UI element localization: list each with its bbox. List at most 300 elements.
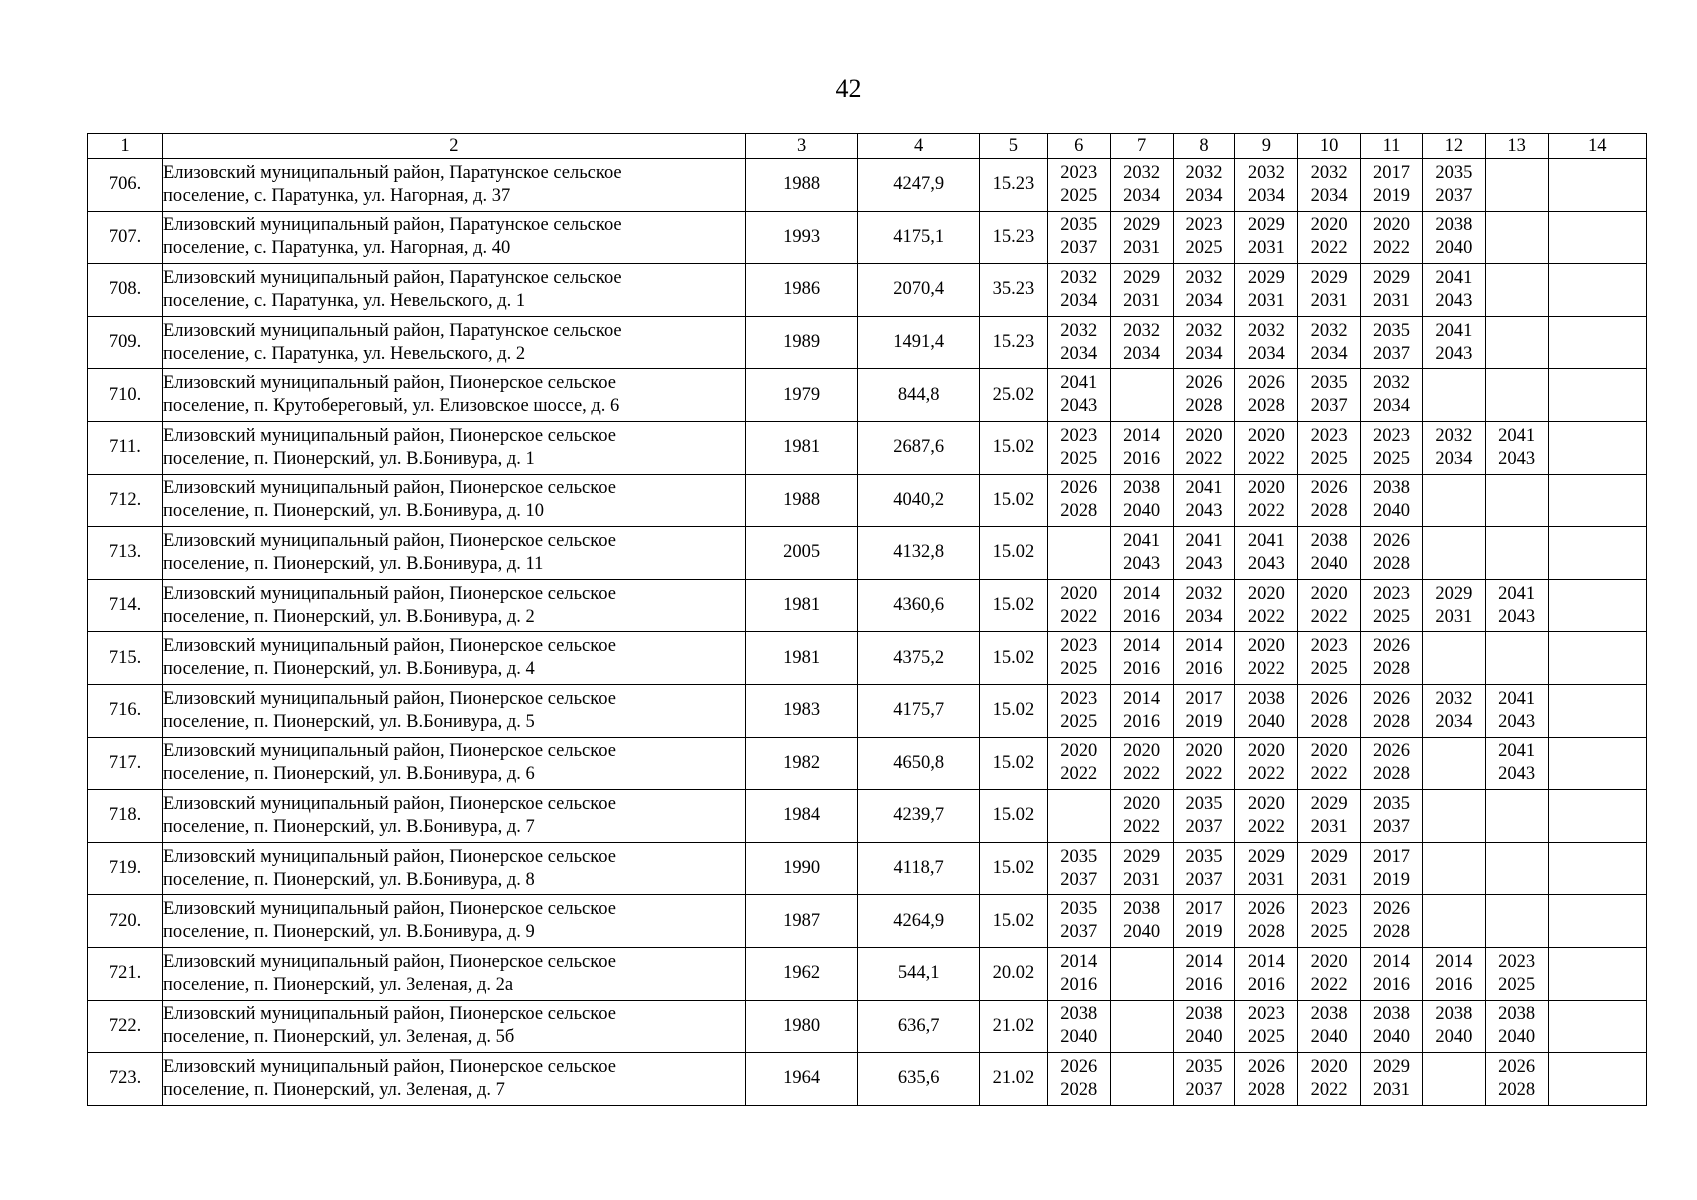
period-start-year: 2035: [1185, 1056, 1223, 1077]
row-number-cell: 720.: [88, 895, 163, 948]
period-cell-col-6: [1047, 579, 1110, 632]
row-number-cell: 715.: [88, 632, 163, 685]
period-cell-col-14: [1548, 842, 1646, 895]
period-start-year: 2023: [1185, 215, 1223, 236]
address-line: поселение, с. Паратунка, ул. Нагорная, д. 40: [163, 238, 511, 259]
period-end-year: 2019: [1372, 869, 1410, 890]
area-cell: 4360,6: [858, 579, 980, 632]
address-cell: [163, 737, 746, 790]
area-cell: 4247,9: [858, 159, 980, 212]
period-end-year: 2025: [1247, 1027, 1285, 1048]
period-end-year: [1486, 869, 1548, 892]
period-start-year: 2032: [1372, 373, 1410, 394]
address-line: Елизовский муниципальный район, Пионерское сельское: [163, 951, 616, 972]
address-line: поселение, п. Пионерский, ул. В.Бонивура, д. 9: [163, 922, 535, 943]
period-end-year: [1486, 500, 1548, 523]
period-start-year: 2041: [1498, 425, 1536, 446]
period-cell-col-6: [1047, 895, 1110, 948]
code-cell: 21.02: [979, 1000, 1047, 1053]
period-cell-col-6: [1047, 842, 1110, 895]
period-start-year: 2035: [1185, 793, 1223, 814]
period-start-year: 2029: [1123, 215, 1161, 236]
address-cell: [163, 159, 746, 212]
period-end-year: 2037: [1435, 185, 1473, 206]
period-cell-col-10: [1298, 684, 1361, 737]
period-cell-col-11: [1361, 947, 1423, 1000]
period-start-year: [1423, 1056, 1485, 1079]
address-cell: [163, 1000, 746, 1053]
period-cell-col-13: [1485, 527, 1548, 580]
code-cell: 15.23: [979, 159, 1047, 212]
period-start-year: 2026: [1372, 636, 1410, 657]
period-end-year: [1423, 1079, 1485, 1102]
period-end-year: 2034: [1123, 343, 1161, 364]
period-start-year: 2017: [1372, 162, 1410, 183]
period-cell-col-8: [1173, 1000, 1235, 1053]
period-start-year: [1486, 530, 1548, 553]
period-cell-col-13: [1485, 369, 1548, 422]
period-start-year: 2032: [1185, 267, 1223, 288]
period-start-year: [1549, 267, 1646, 290]
period-end-year: 2034: [1247, 185, 1285, 206]
address-line: поселение, п. Пионерский, ул. В.Бонивура, д. 5: [163, 711, 535, 732]
period-cell-col-13: [1485, 737, 1548, 790]
period-start-year: 2020: [1310, 215, 1348, 236]
address-line: поселение, п. Пионерский, ул. В.Бонивура, д. 2: [163, 606, 535, 627]
period-end-year: 2040: [1123, 501, 1161, 522]
period-end-year: 2025: [1372, 606, 1410, 627]
period-end-year: 2022: [1185, 448, 1223, 469]
period-cell-col-9: [1235, 211, 1298, 264]
address-line: поселение, с. Паратунка, ул. Невельского, д. 1: [163, 290, 526, 311]
period-cell-col-6: [1047, 527, 1110, 580]
table-row: [88, 159, 1647, 212]
period-start-year: 2032: [1310, 162, 1348, 183]
table-row: [88, 527, 1647, 580]
area-cell: 4175,7: [858, 684, 980, 737]
period-end-year: 2022: [1060, 606, 1098, 627]
period-cell-col-9: [1235, 1000, 1298, 1053]
period-start-year: 2035: [1310, 373, 1348, 394]
period-cell-col-7: [1110, 1053, 1173, 1106]
period-start-year: 2014: [1123, 688, 1161, 709]
area-cell: 844,8: [858, 369, 980, 422]
period-end-year: 2034: [1060, 343, 1098, 364]
period-end-year: [1549, 185, 1646, 208]
period-cell-col-11: [1361, 1000, 1423, 1053]
area-cell: 4132,8: [858, 527, 980, 580]
period-end-year: 2028: [1372, 764, 1410, 785]
period-end-year: [1549, 658, 1646, 681]
address-line: Елизовский муниципальный район, Паратунское сельское: [163, 215, 622, 236]
period-cell-col-11: [1361, 737, 1423, 790]
period-end-year: 2037: [1372, 343, 1410, 364]
period-cell-col-10: [1298, 369, 1361, 422]
period-end-year: [1486, 921, 1548, 944]
period-start-year: 2026: [1372, 741, 1410, 762]
period-end-year: 2016: [1123, 711, 1161, 732]
address-line: Елизовский муниципальный район, Пионерское сельское: [163, 846, 616, 867]
table-body: [88, 159, 1647, 1106]
period-cell-col-10: [1298, 632, 1361, 685]
table-row: [88, 947, 1647, 1000]
period-cell-col-12: [1422, 474, 1485, 527]
table-row: [88, 369, 1647, 422]
address-cell: [163, 369, 746, 422]
period-cell-col-14: [1548, 895, 1646, 948]
period-end-year: 2022: [1060, 764, 1098, 785]
period-start-year: 2041: [1498, 583, 1536, 604]
period-end-year: [1549, 448, 1646, 471]
period-start-year: 2020: [1185, 741, 1223, 762]
column-header-10: 10: [1298, 134, 1361, 159]
period-end-year: 2034: [1185, 606, 1223, 627]
period-start-year: 2023: [1372, 425, 1410, 446]
period-start-year: 2041: [1123, 530, 1161, 551]
period-cell-col-10: [1298, 316, 1361, 369]
period-end-year: [1549, 237, 1646, 260]
period-end-year: 2016: [1185, 659, 1223, 680]
period-end-year: [1111, 395, 1173, 418]
construction-year-cell: 1962: [745, 947, 858, 1000]
period-start-year: [1549, 583, 1646, 606]
period-start-year: 2035: [1372, 793, 1410, 814]
area-cell: 4239,7: [858, 790, 980, 843]
address-cell: [163, 684, 746, 737]
period-cell-col-12: [1422, 684, 1485, 737]
period-cell-col-6: [1047, 737, 1110, 790]
period-cell-col-11: [1361, 369, 1423, 422]
period-end-year: 2022: [1247, 448, 1285, 469]
period-start-year: [1549, 951, 1646, 974]
period-cell-col-13: [1485, 474, 1548, 527]
period-cell-col-12: [1422, 527, 1485, 580]
period-end-year: 2028: [1060, 501, 1098, 522]
period-cell-col-9: [1235, 684, 1298, 737]
code-cell: 15.23: [979, 211, 1047, 264]
period-cell-col-9: [1235, 790, 1298, 843]
address-cell: [163, 790, 746, 843]
row-number-cell: 719.: [88, 842, 163, 895]
construction-year-cell: 2005: [745, 527, 858, 580]
period-start-year: 2041: [1435, 320, 1473, 341]
period-end-year: 2040: [1435, 1027, 1473, 1048]
table-row: [88, 684, 1647, 737]
period-end-year: 2040: [1372, 501, 1410, 522]
period-start-year: [1549, 477, 1646, 500]
period-end-year: [1486, 237, 1548, 260]
construction-year-cell: 1981: [745, 579, 858, 632]
address-cell: [163, 421, 746, 474]
address-cell: [163, 842, 746, 895]
period-end-year: 2022: [1247, 659, 1285, 680]
period-end-year: 2034: [1185, 343, 1223, 364]
column-header-2: 2: [163, 134, 746, 159]
period-cell-col-7: [1110, 527, 1173, 580]
period-cell-col-13: [1485, 947, 1548, 1000]
column-header-3: 3: [745, 134, 858, 159]
period-end-year: [1423, 921, 1485, 944]
table-row: [88, 895, 1647, 948]
period-end-year: 2034: [1060, 290, 1098, 311]
period-end-year: 2031: [1123, 290, 1161, 311]
address-cell: [163, 1053, 746, 1106]
address-cell: [163, 527, 746, 580]
period-cell-col-9: [1235, 421, 1298, 474]
period-start-year: 2035: [1060, 215, 1098, 236]
period-start-year: 2029: [1435, 583, 1473, 604]
row-number-cell: 721.: [88, 947, 163, 1000]
period-end-year: 2034: [1435, 711, 1473, 732]
period-start-year: 2023: [1060, 688, 1098, 709]
period-start-year: 2035: [1185, 846, 1223, 867]
period-cell-col-6: [1047, 474, 1110, 527]
period-start-year: [1549, 372, 1646, 395]
period-start-year: 2026: [1247, 1056, 1285, 1077]
period-end-year: 2022: [1310, 764, 1348, 785]
period-cell-col-9: [1235, 527, 1298, 580]
period-start-year: [1486, 267, 1548, 290]
period-end-year: 2034: [1310, 343, 1348, 364]
period-start-year: 2014: [1185, 951, 1223, 972]
period-cell-col-9: [1235, 1053, 1298, 1106]
period-cell-col-12: [1422, 842, 1485, 895]
period-start-year: 2032: [1435, 425, 1473, 446]
period-end-year: [1549, 921, 1646, 944]
table-row: [88, 632, 1647, 685]
area-cell: 635,6: [858, 1053, 980, 1106]
period-end-year: [1486, 553, 1548, 576]
period-start-year: 2020: [1247, 425, 1285, 446]
period-start-year: 2029: [1310, 793, 1348, 814]
period-end-year: [1549, 500, 1646, 523]
area-cell: 4650,8: [858, 737, 980, 790]
period-start-year: 2014: [1372, 951, 1410, 972]
period-cell-col-11: [1361, 790, 1423, 843]
period-end-year: 2031: [1310, 816, 1348, 837]
period-end-year: [1486, 290, 1548, 313]
period-start-year: [1549, 162, 1646, 185]
period-end-year: 2022: [1310, 606, 1348, 627]
period-start-year: [1423, 477, 1485, 500]
period-start-year: [1423, 530, 1485, 553]
construction-year-cell: 1989: [745, 316, 858, 369]
period-cell-col-6: [1047, 159, 1110, 212]
construction-year-cell: 1988: [745, 474, 858, 527]
period-end-year: [1549, 974, 1646, 997]
period-cell-col-6: [1047, 316, 1110, 369]
construction-year-cell: 1990: [745, 842, 858, 895]
row-number-cell: 716.: [88, 684, 163, 737]
row-number-cell: 714.: [88, 579, 163, 632]
period-cell-col-9: [1235, 632, 1298, 685]
address-line: Елизовский муниципальный район, Пионерское сельское: [163, 478, 616, 499]
period-end-year: 2040: [1372, 1027, 1410, 1048]
address-line: поселение, п. Пионерский, ул. В.Бонивура, д. 8: [163, 869, 535, 890]
period-end-year: 2025: [1060, 711, 1098, 732]
period-end-year: 2022: [1247, 764, 1285, 785]
period-start-year: [1486, 320, 1548, 343]
address-cell: [163, 264, 746, 317]
period-end-year: 2040: [1498, 1027, 1536, 1048]
period-start-year: 2029: [1123, 267, 1161, 288]
period-end-year: [1549, 1079, 1646, 1102]
period-end-year: 2037: [1310, 396, 1348, 417]
period-start-year: [1048, 530, 1110, 553]
period-start-year: 2038: [1247, 688, 1285, 709]
period-cell-col-7: [1110, 947, 1173, 1000]
period-start-year: 2041: [1185, 478, 1223, 499]
period-end-year: 2022: [1247, 501, 1285, 522]
period-start-year: 2023: [1310, 899, 1348, 920]
period-cell-col-10: [1298, 264, 1361, 317]
period-end-year: 2043: [1498, 606, 1536, 627]
period-end-year: [1549, 606, 1646, 629]
period-cell-col-6: [1047, 684, 1110, 737]
row-number-cell: 706.: [88, 159, 163, 212]
period-start-year: 2029: [1123, 846, 1161, 867]
period-cell-col-10: [1298, 211, 1361, 264]
period-start-year: 2032: [1185, 320, 1223, 341]
period-start-year: 2020: [1060, 583, 1098, 604]
period-cell-col-12: [1422, 790, 1485, 843]
period-cell-col-13: [1485, 264, 1548, 317]
period-end-year: 2034: [1435, 448, 1473, 469]
period-cell-col-11: [1361, 632, 1423, 685]
code-cell: 15.02: [979, 579, 1047, 632]
address-cell: [163, 316, 746, 369]
code-cell: 15.02: [979, 684, 1047, 737]
table-row: [88, 579, 1647, 632]
period-cell-col-7: [1110, 1000, 1173, 1053]
period-cell-col-12: [1422, 421, 1485, 474]
period-start-year: 2026: [1060, 1056, 1098, 1077]
period-start-year: 2038: [1185, 1004, 1223, 1025]
period-end-year: [1423, 395, 1485, 418]
period-start-year: 2029: [1247, 846, 1285, 867]
period-end-year: 2034: [1247, 343, 1285, 364]
period-end-year: 2028: [1247, 1079, 1285, 1100]
row-number-cell: 723.: [88, 1053, 163, 1106]
period-end-year: 2016: [1247, 974, 1285, 995]
column-header-8: 8: [1173, 134, 1235, 159]
period-end-year: 2025: [1060, 185, 1098, 206]
period-cell-col-7: [1110, 421, 1173, 474]
period-cell-col-8: [1173, 369, 1235, 422]
period-cell-col-11: [1361, 211, 1423, 264]
period-end-year: [1486, 816, 1548, 839]
period-cell-col-14: [1548, 947, 1646, 1000]
period-cell-col-8: [1173, 474, 1235, 527]
table-row: [88, 211, 1647, 264]
period-cell-col-14: [1548, 474, 1646, 527]
period-start-year: 2026: [1310, 478, 1348, 499]
period-start-year: [1549, 530, 1646, 553]
period-end-year: 2037: [1060, 238, 1098, 259]
construction-year-cell: 1981: [745, 421, 858, 474]
period-end-year: 2037: [1185, 869, 1223, 890]
period-start-year: [1549, 635, 1646, 658]
period-end-year: 2043: [1185, 553, 1223, 574]
row-number-cell: 717.: [88, 737, 163, 790]
period-start-year: 2017: [1185, 899, 1223, 920]
period-end-year: 2028: [1498, 1079, 1536, 1100]
period-start-year: [1486, 477, 1548, 500]
construction-year-cell: 1993: [745, 211, 858, 264]
period-cell-col-11: [1361, 895, 1423, 948]
period-cell-col-10: [1298, 579, 1361, 632]
table-row: [88, 737, 1647, 790]
period-cell-col-7: [1110, 790, 1173, 843]
period-cell-col-10: [1298, 790, 1361, 843]
table-row: [88, 474, 1647, 527]
period-cell-col-8: [1173, 684, 1235, 737]
period-end-year: 2034: [1310, 185, 1348, 206]
period-start-year: 2014: [1123, 425, 1161, 446]
construction-year-cell: 1988: [745, 159, 858, 212]
period-end-year: 2031: [1247, 290, 1285, 311]
table-row: [88, 316, 1647, 369]
period-end-year: [1486, 185, 1548, 208]
address-cell: [163, 474, 746, 527]
column-header-13: 13: [1485, 134, 1548, 159]
address-cell: [163, 895, 746, 948]
construction-year-cell: 1987: [745, 895, 858, 948]
period-cell-col-12: [1422, 579, 1485, 632]
code-cell: 20.02: [979, 947, 1047, 1000]
column-header-7: 7: [1110, 134, 1173, 159]
address-line: Елизовский муниципальный район, Пионерское сельское: [163, 425, 616, 446]
period-end-year: 2040: [1060, 1027, 1098, 1048]
period-start-year: [1549, 320, 1646, 343]
period-cell-col-14: [1548, 1053, 1646, 1106]
period-start-year: 2032: [1060, 267, 1098, 288]
period-cell-col-11: [1361, 316, 1423, 369]
period-cell-col-11: [1361, 474, 1423, 527]
period-start-year: 2041: [1435, 267, 1473, 288]
period-cell-col-13: [1485, 1000, 1548, 1053]
period-end-year: 2016: [1372, 974, 1410, 995]
period-cell-col-13: [1485, 159, 1548, 212]
period-start-year: [1111, 951, 1173, 974]
period-start-year: 2014: [1123, 636, 1161, 657]
period-cell-col-13: [1485, 211, 1548, 264]
construction-year-cell: 1981: [745, 632, 858, 685]
period-cell-col-14: [1548, 211, 1646, 264]
period-start-year: [1486, 635, 1548, 658]
period-cell-col-10: [1298, 421, 1361, 474]
period-start-year: [1549, 425, 1646, 448]
period-start-year: 2029: [1310, 267, 1348, 288]
period-cell-col-12: [1422, 895, 1485, 948]
period-end-year: 2043: [1498, 711, 1536, 732]
period-cell-col-8: [1173, 579, 1235, 632]
period-end-year: [1423, 553, 1485, 576]
period-cell-col-13: [1485, 684, 1548, 737]
period-end-year: 2037: [1060, 922, 1098, 943]
period-end-year: 2016: [1060, 974, 1098, 995]
period-start-year: [1111, 1003, 1173, 1026]
period-cell-col-12: [1422, 211, 1485, 264]
period-end-year: 2043: [1498, 764, 1536, 785]
period-end-year: [1549, 1026, 1646, 1049]
period-start-year: 2035: [1435, 162, 1473, 183]
period-end-year: [1486, 395, 1548, 418]
period-start-year: [1423, 740, 1485, 763]
address-cell: [163, 579, 746, 632]
period-end-year: 2028: [1372, 711, 1410, 732]
period-start-year: 2026: [1310, 688, 1348, 709]
